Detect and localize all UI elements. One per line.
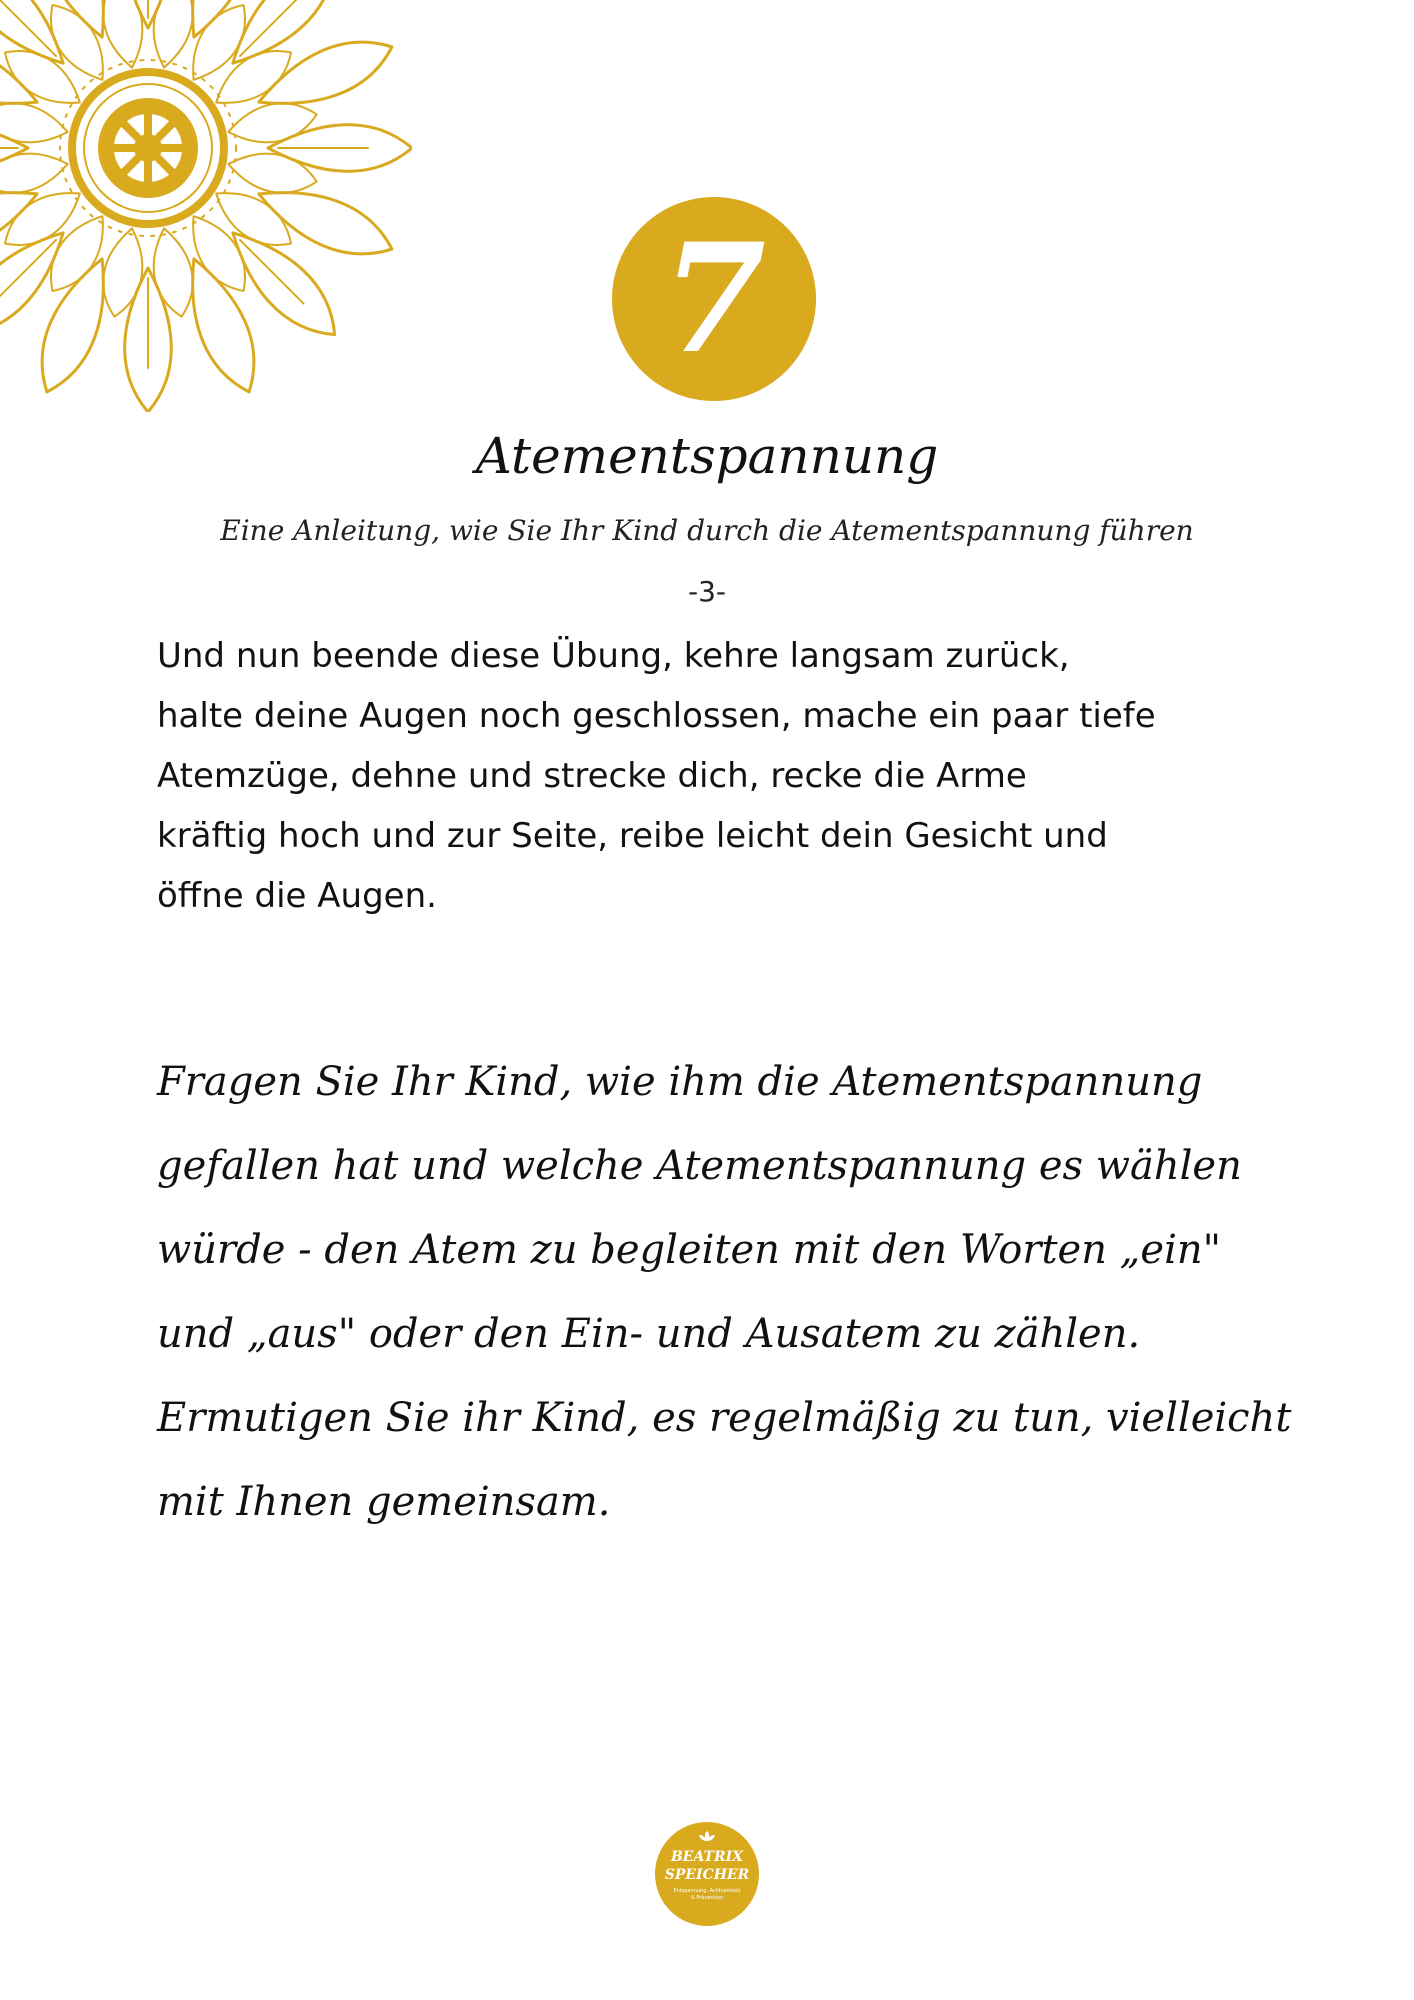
note-line: mit Ihnen gemeinsam. xyxy=(157,1479,611,1525)
page-subtitle: Eine Anleitung, wie Sie Ihr Kind durch die Atementspannung führen xyxy=(220,514,1194,547)
step-number-badge xyxy=(612,197,816,401)
paragraph-line: kräftig hoch und zur Seite, reibe leicht dein Gesicht und xyxy=(157,816,1108,856)
logo-last-name: SPEICHER xyxy=(664,1867,750,1883)
note-line: Fragen Sie Ihr Kind, wie ihm die Atementspannung xyxy=(157,1059,1203,1105)
note-line: gefallen hat und welche Atementspannung es wählen xyxy=(157,1143,1242,1189)
note-line: Ermutigen Sie ihr Kind, es regelmäßig zu tun, vielleicht xyxy=(157,1395,1292,1441)
paragraph-line: Atemzüge, dehne und strecke dich, recke die Arme xyxy=(157,756,1027,796)
brand-logo xyxy=(655,1822,759,1926)
page-title: Atementspannung xyxy=(475,427,939,485)
logo-first-name: BEATRIX xyxy=(670,1849,744,1865)
mandala-decoration-icon xyxy=(0,0,412,412)
instruction-paragraph xyxy=(157,626,1277,926)
lotus-icon xyxy=(696,1830,718,1842)
note-line: und „aus" oder den Ein- und Ausatem zu zählen. xyxy=(157,1311,1141,1357)
step-number: 7 xyxy=(661,211,767,387)
paragraph-line: Und nun beende diese Übung, kehre langsam zurück, xyxy=(157,636,1070,676)
logo-tagline-line: & Prävention xyxy=(690,1895,724,1901)
parent-note xyxy=(157,1040,1292,1544)
logo-tagline-line: Entspannung, Achtsamkeit xyxy=(673,1888,741,1894)
paragraph-line: halte deine Augen noch geschlossen, mache ein paar tiefe xyxy=(157,696,1156,736)
paragraph-line: öffne die Augen. xyxy=(157,876,437,916)
note-line: würde - den Atem zu begleiten mit den Worten „ein" xyxy=(157,1227,1222,1273)
page-number: -3- xyxy=(687,575,727,608)
